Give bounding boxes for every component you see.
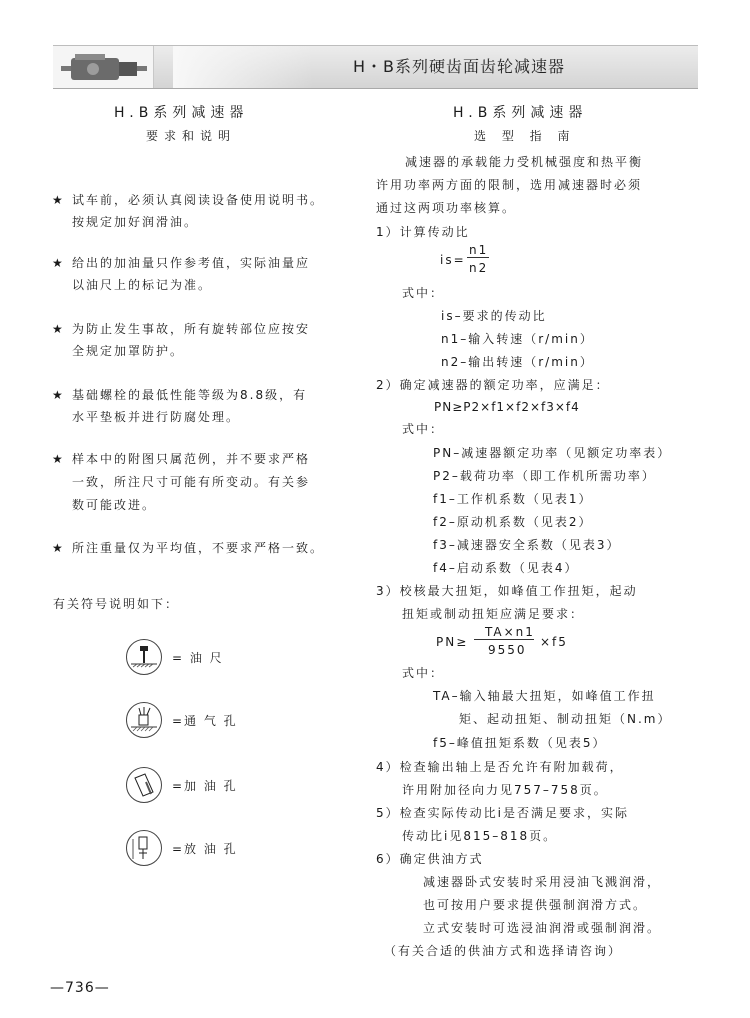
definition: n1–输入转速（r/min） <box>441 332 594 346</box>
note-line: 试车前，必须认真阅读设备使用说明书。 <box>72 193 325 207</box>
note-line: 全规定加罩防护。 <box>72 344 185 358</box>
step-1-heading: 1）计算传动比 <box>376 225 470 239</box>
where-label: 式中： <box>402 286 445 300</box>
note-line: 样本中的附图只属范例，并不要求严格 <box>72 452 311 466</box>
header-title: H・B系列硬齿面齿轮减速器 <box>353 57 566 76</box>
right-title: H.B系列减速器 <box>453 105 588 121</box>
banner-fade <box>173 46 313 88</box>
note-line: 一致，所注尺寸可能有所变动。有关参 <box>72 475 311 489</box>
header-banner <box>53 45 698 89</box>
formula-1-lhs: is= <box>440 253 466 267</box>
definition: f3–减速器安全系数（见表3） <box>433 538 621 552</box>
gearbox-image <box>53 46 154 88</box>
left-subtitle: 要求和说明 <box>146 129 237 143</box>
oil-drain-icon <box>126 830 162 866</box>
oil-fill-icon <box>126 767 162 803</box>
step-2-heading: 2）确定减速器的额定功率，应满足： <box>376 378 610 392</box>
note-line: 水平垫板并进行防腐处理。 <box>72 410 241 424</box>
note-line: 以油尺上的标记为准。 <box>72 278 213 292</box>
definition: f1–工作机系数（见表1） <box>433 492 593 506</box>
formula-3-numerator: TA×n1 <box>485 625 535 639</box>
definition: f2–原动机系数（见表2） <box>433 515 593 529</box>
intro-line: 通过这两项功率核算。 <box>376 201 517 215</box>
note-line: 给出的加油量只作参考值，实际油量应 <box>72 256 311 270</box>
dipstick-icon <box>126 639 162 675</box>
definition: 矩、起动扭矩、制动扭矩（N.m） <box>459 712 672 726</box>
right-subtitle: 选 型 指 南 <box>474 129 576 143</box>
intro-line: 许用功率两方面的限制，选用减速器时必须 <box>376 178 643 192</box>
definition: TA–输入轴最大扭矩，如峰值工作扭 <box>433 689 656 703</box>
symbol-label: = 油 尺 <box>172 651 224 665</box>
step-6-heading: 6）确定供油方式 <box>376 852 484 866</box>
formula-3-rhs: ×f5 <box>540 635 568 649</box>
step-6-line: 也可按用户要求提供强制润滑方式。 <box>423 898 648 912</box>
definition: n2–输出转速（r/min） <box>441 355 594 369</box>
step-6-line: 立式安装时可选浸油润滑或强制润滑。 <box>423 921 662 935</box>
breather-icon <box>126 702 162 738</box>
symbol-label: =加 油 孔 <box>172 779 238 793</box>
definition: f5–峰值扭矩系数（见表5） <box>433 736 607 750</box>
formula-3-lhs: PN≥ <box>436 635 469 649</box>
formula-2: PN≥P2×f1×f2×f3×f4 <box>434 400 580 414</box>
fraction-line <box>467 257 489 258</box>
step-4-heading: 4）检查输出轴上是否允许有附加载荷， <box>376 760 624 774</box>
note-line: 所注重量仅为平均值，不要求严格一致。 <box>72 541 325 555</box>
where-label: 式中： <box>402 666 445 680</box>
definition: P2–载荷功率（即工作机所需功率） <box>433 469 656 483</box>
definition: is–要求的传动比 <box>441 309 547 323</box>
symbol-label: =通 气 孔 <box>172 714 238 728</box>
step-5-heading: 5）检查实际传动比i是否满足要求，实际 <box>376 806 629 820</box>
step-3-heading-cont: 扭矩或制动扭矩应满足要求： <box>402 607 585 621</box>
step-6-note: （有关合适的供油方式和选择请咨询） <box>384 944 623 958</box>
step-3-heading: 3）校核最大扭矩，如峰值工作扭矩，起动 <box>376 584 638 598</box>
intro-line: 减速器的承载能力受机械强度和热平衡 <box>405 155 644 169</box>
formula-1-denominator: n2 <box>469 261 489 275</box>
step-5-line: 传动比i见815–818页。 <box>402 829 558 843</box>
definition: f4–启动系数（见表4） <box>433 561 579 575</box>
formula-1-numerator: n1 <box>469 243 489 257</box>
where-label: 式中： <box>402 422 445 436</box>
page-number: —736— <box>50 980 110 996</box>
symbols-intro: 有关符号说明如下： <box>53 597 180 611</box>
left-title: H.B系列减速器 <box>114 105 249 121</box>
note-line: 按规定加好润滑油。 <box>72 215 199 229</box>
step-4-line: 许用附加径向力见757–758页。 <box>402 783 608 797</box>
symbol-label: =放 油 孔 <box>172 842 238 856</box>
star-icon: ★ <box>52 388 63 402</box>
formula-3-denominator: 9550 <box>488 643 527 657</box>
star-icon: ★ <box>52 322 63 336</box>
note-line: 为防止发生事故，所有旋转部位应按安 <box>72 322 311 336</box>
step-6-line: 减速器卧式安装时采用浸油飞溅润滑， <box>423 875 662 889</box>
star-icon: ★ <box>52 452 63 466</box>
star-icon: ★ <box>52 193 63 207</box>
definition: PN–减速器额定功率（见额定功率表） <box>433 446 672 460</box>
star-icon: ★ <box>52 541 63 555</box>
note-line: 数可能改进。 <box>72 498 157 512</box>
note-line: 基础螺栓的最低性能等级为8.8级，有 <box>72 388 308 402</box>
fraction-line <box>474 639 534 640</box>
star-icon: ★ <box>52 256 63 270</box>
